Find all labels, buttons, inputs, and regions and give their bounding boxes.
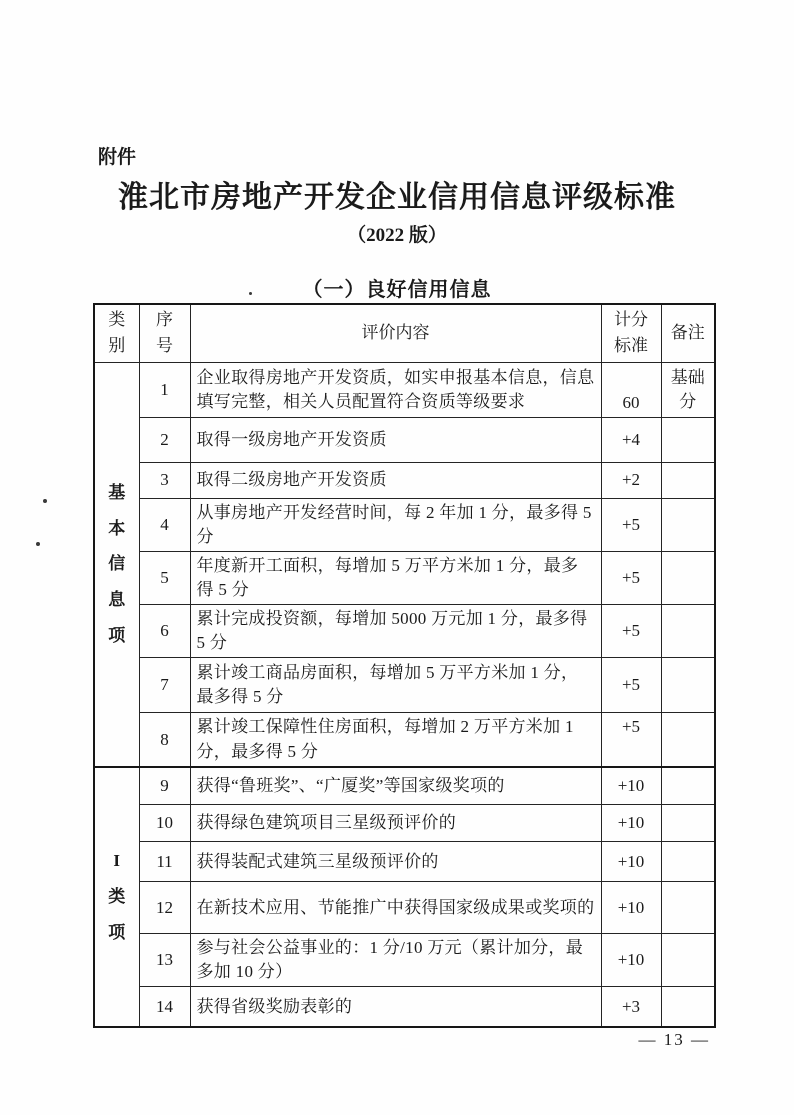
row-content: 获得绿色建筑项目三星级预评价的 <box>190 805 601 842</box>
table-row <box>94 842 715 882</box>
row-score: +5 <box>601 605 661 658</box>
row-remark <box>661 462 715 498</box>
row-score: +3 <box>601 987 661 1027</box>
row-content: 参与社会公益事业的：1 分/10 万元（累计加分，最多加 10 分） <box>190 934 601 987</box>
row-score: +5 <box>601 551 661 604</box>
row-no: 13 <box>139 934 190 987</box>
row-content: 获得装配式建筑三星级预评价的 <box>190 842 601 882</box>
row-remark: 基础分 <box>661 362 715 417</box>
row-no: 10 <box>139 805 190 842</box>
row-content: 在新技术应用、节能推广中获得国家级成果或奖项的 <box>190 882 601 934</box>
document-title: 淮北市房地产开发企业信用信息评级标准 <box>118 181 676 214</box>
row-content: 取得二级房地产开发资质 <box>190 462 601 498</box>
row-score: +5 <box>601 713 661 767</box>
header-no: 序号 <box>139 304 190 362</box>
header-category: 类别 <box>94 304 139 362</box>
row-remark <box>661 605 715 658</box>
table-row <box>94 805 715 842</box>
row-content: 累计完成投资额，每增加 5000 万元加 1 分，最多得 5 分 <box>190 605 601 658</box>
category-basic-info: 基本信息项 <box>94 362 139 767</box>
row-no: 7 <box>139 658 190 713</box>
document-edition: （2022 版） <box>347 225 447 246</box>
row-content: 取得一级房地产开发资质 <box>190 417 601 462</box>
table-header-row <box>94 304 715 362</box>
scan-speck <box>36 542 40 546</box>
table-row <box>94 882 715 934</box>
scan-speck <box>43 499 47 503</box>
row-score: +5 <box>601 498 661 551</box>
row-no: 4 <box>139 498 190 551</box>
row-no: 6 <box>139 605 190 658</box>
table-row <box>94 987 715 1027</box>
page-number: — 13 — <box>638 1030 710 1049</box>
table-row <box>94 462 715 498</box>
row-score: +5 <box>601 658 661 713</box>
table-row <box>94 767 715 805</box>
row-remark <box>661 767 715 805</box>
row-score: +2 <box>601 462 661 498</box>
row-no: 14 <box>139 987 190 1027</box>
row-no: 1 <box>139 362 190 417</box>
row-score: +10 <box>601 767 661 805</box>
header-score: 计分标准 <box>601 304 661 362</box>
row-remark <box>661 842 715 882</box>
row-score: +4 <box>601 417 661 462</box>
row-remark <box>661 882 715 934</box>
section-heading: （一）良好信用信息 <box>302 277 492 301</box>
category-class-one: I类项 <box>94 767 139 1027</box>
row-remark <box>661 498 715 551</box>
row-remark <box>661 658 715 713</box>
row-score: +10 <box>601 934 661 987</box>
row-remark <box>661 713 715 767</box>
row-no: 9 <box>139 767 190 805</box>
row-score: +10 <box>601 842 661 882</box>
row-content: 年度新开工面积，每增加 5 万平方米加 1 分，最多得 5 分 <box>190 551 601 604</box>
rating-table <box>93 303 716 1028</box>
header-remark: 备注 <box>661 304 715 362</box>
table-row <box>94 934 715 987</box>
attachment-label: 附件 <box>98 146 137 168</box>
table-row <box>94 713 715 767</box>
row-content: 累计竣工保障性住房面积，每增加 2 万平方米加 1 分，最多得 5 分 <box>190 713 601 767</box>
row-score: +10 <box>601 882 661 934</box>
row-content: 从事房地产开发经营时间，每 2 年加 1 分，最多得 5 分 <box>190 498 601 551</box>
row-remark <box>661 934 715 987</box>
table-row <box>94 417 715 462</box>
row-no: 2 <box>139 417 190 462</box>
row-no: 5 <box>139 551 190 604</box>
table-row <box>94 551 715 604</box>
row-score: 60 <box>601 362 661 417</box>
table-row <box>94 605 715 658</box>
row-content: 累计竣工商品房面积，每增加 5 万平方米加 1 分，最多得 5 分 <box>190 658 601 713</box>
row-no: 11 <box>139 842 190 882</box>
table-row <box>94 658 715 713</box>
table-row <box>94 362 715 417</box>
row-remark <box>661 551 715 604</box>
row-remark <box>661 987 715 1027</box>
row-no: 8 <box>139 713 190 767</box>
row-no: 12 <box>139 882 190 934</box>
table-row <box>94 498 715 551</box>
row-remark <box>661 417 715 462</box>
row-content: 获得“鲁班奖”、“广厦奖”等国家级奖项的 <box>190 767 601 805</box>
row-content: 获得省级奖励表彰的 <box>190 987 601 1027</box>
header-content: 评价内容 <box>190 304 601 362</box>
row-score: +10 <box>601 805 661 842</box>
row-no: 3 <box>139 462 190 498</box>
row-content: 企业取得房地产开发资质，如实申报基本信息，信息填写完整，相关人员配置符合资质等级要求 <box>190 362 601 417</box>
row-remark <box>661 805 715 842</box>
